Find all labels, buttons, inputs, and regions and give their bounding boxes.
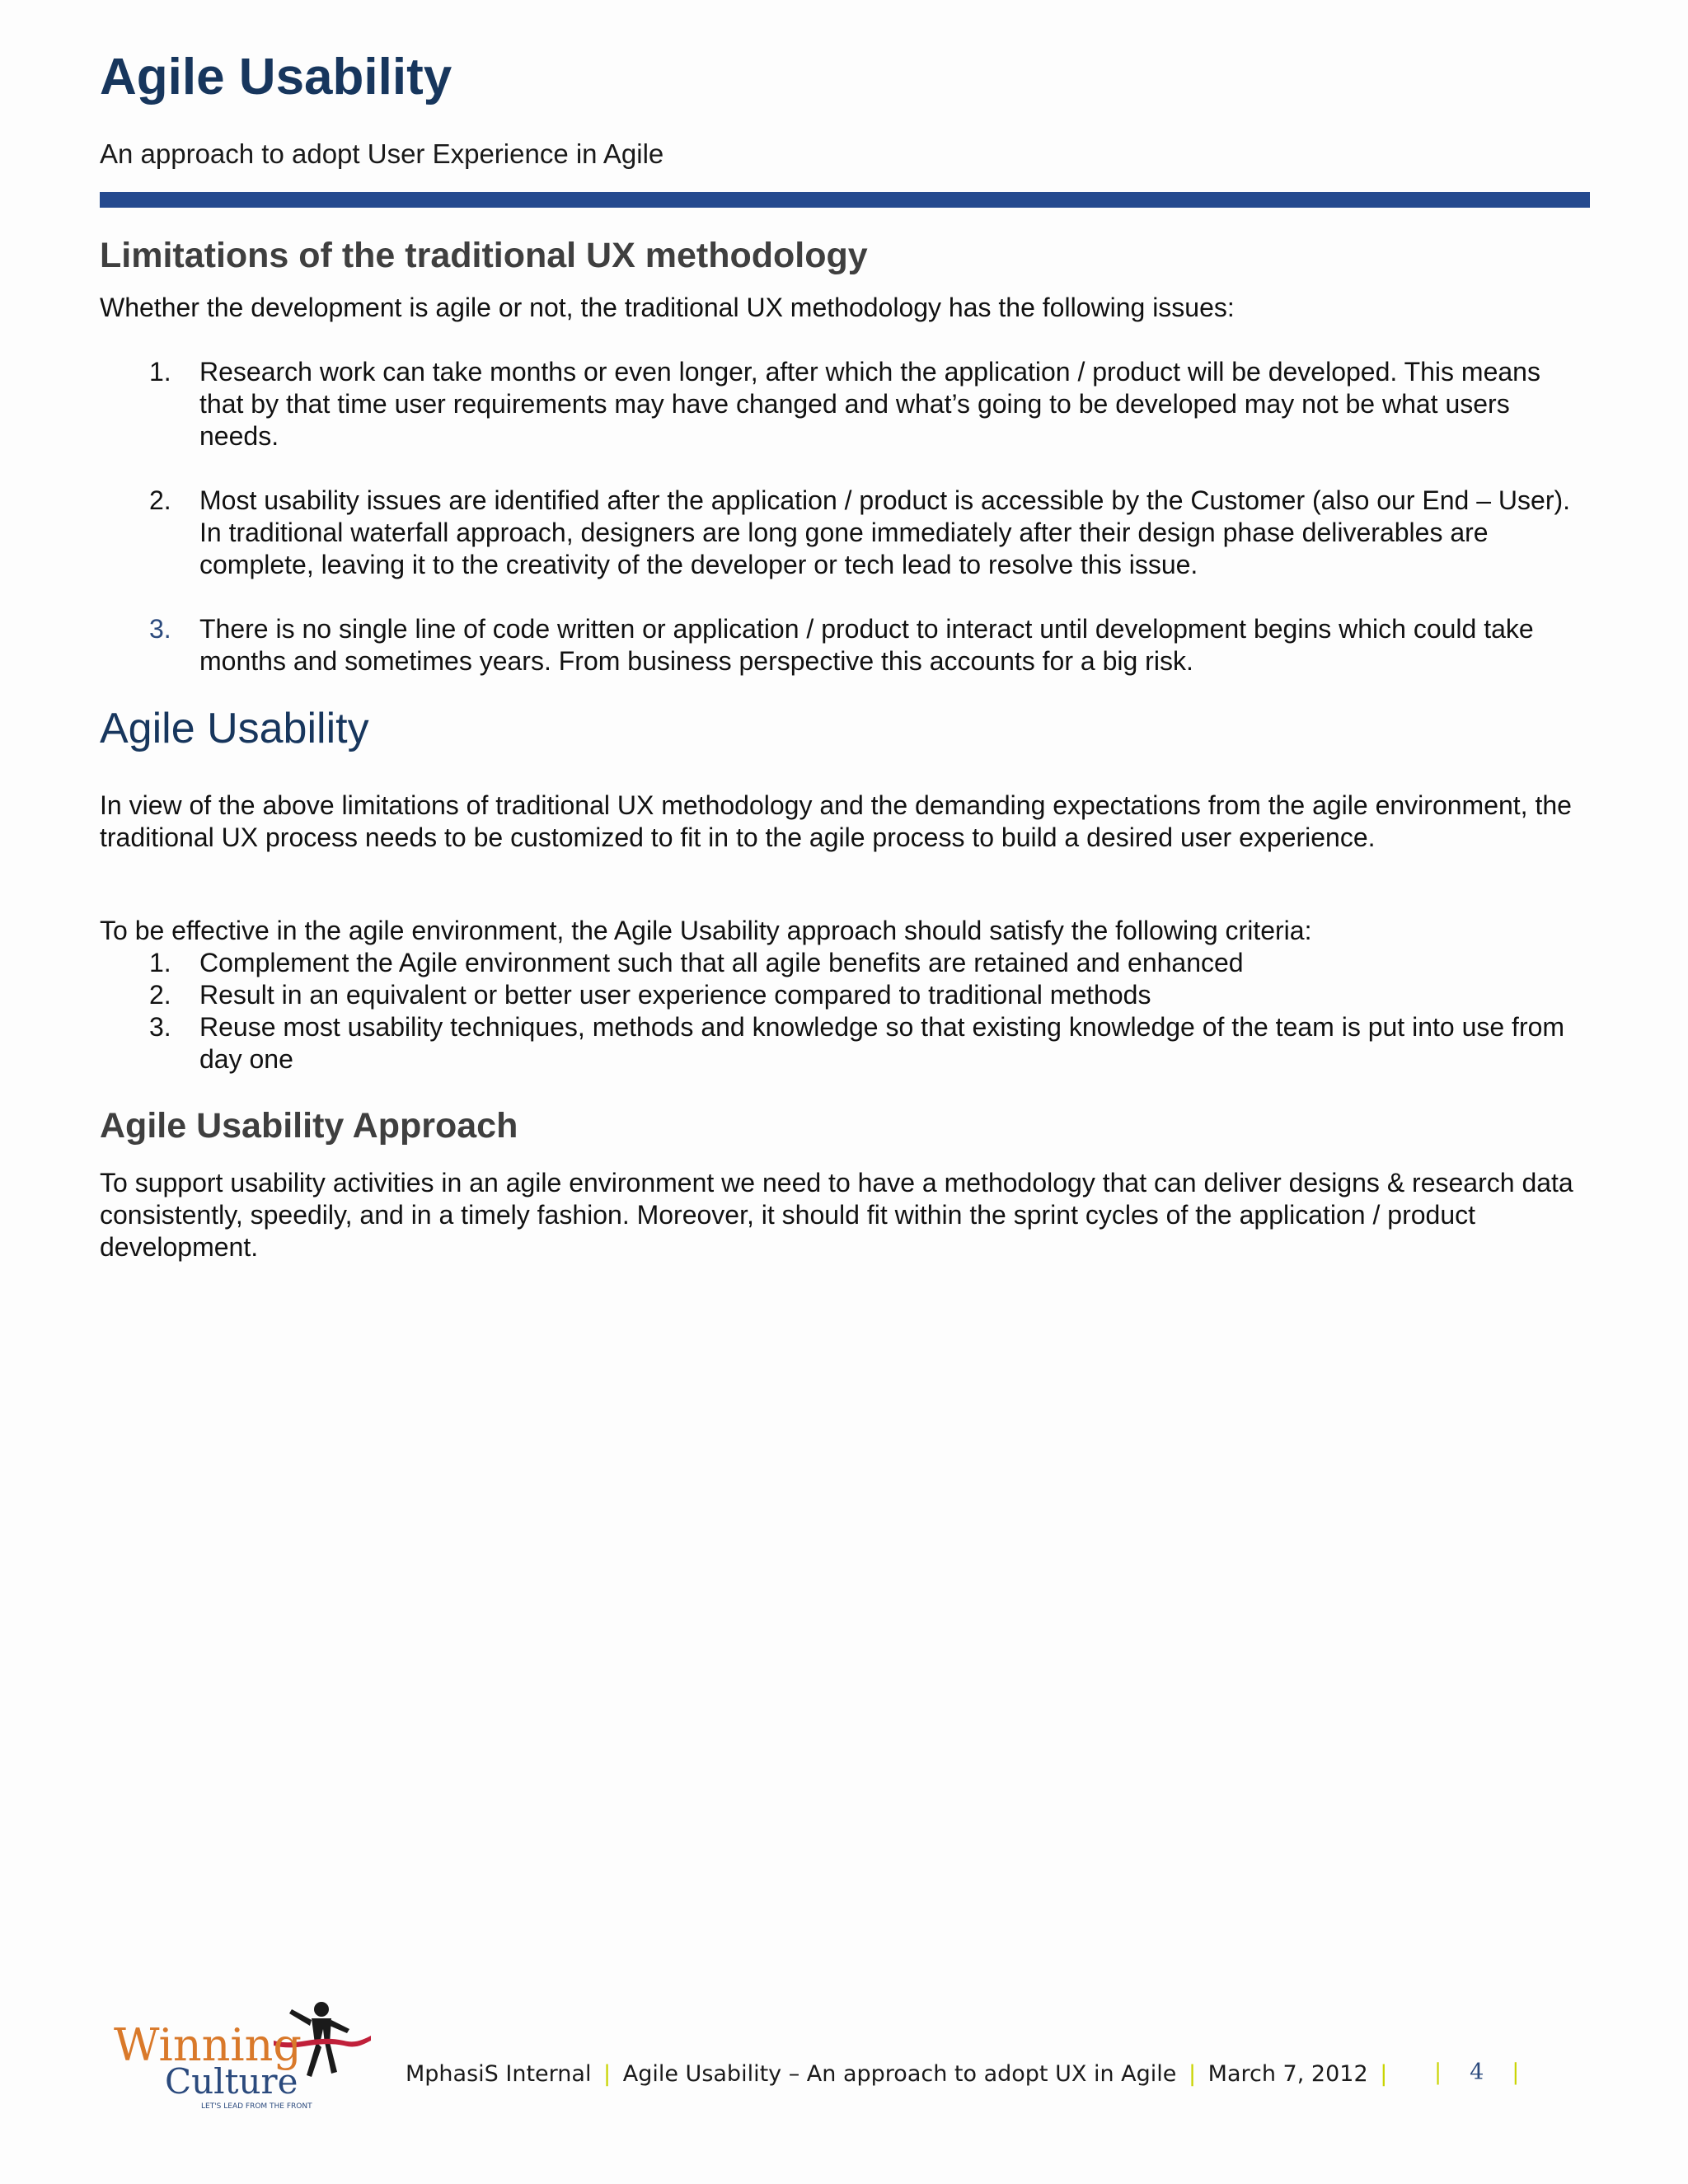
page-footer bbox=[0, 1978, 1688, 2143]
agile-usability-criteria-intro: To be effective in the agile environment, the Agile Usability approach should satisfy the following criteria: bbox=[100, 916, 1312, 945]
footer-separator: | bbox=[1434, 2060, 1442, 2085]
list-item bbox=[100, 1011, 1592, 1076]
footer-info bbox=[406, 2061, 1392, 2087]
document-subtitle: An approach to adopt User Experience in Agile bbox=[100, 138, 664, 169]
list-item-text: Result in an equivalent or better user experience compared to traditional methods bbox=[199, 980, 1151, 1010]
svg-text:Winning: Winning bbox=[114, 2019, 302, 2071]
agile-usability-heading: Agile Usability bbox=[100, 705, 369, 752]
approach-paragraph: To support usability activities in an agile environment we need to have a methodology that can deliver designs & research data consistently, speedily, and in a timely fashion. Moreover, it should fit within the sprint cycles of the application / product development. bbox=[100, 1168, 1573, 1262]
limitations-list bbox=[100, 356, 1592, 710]
limitations-intro: Whether the development is agile or not, the traditional UX methodology has the following issues: bbox=[100, 293, 1235, 322]
list-item-number: 2. bbox=[149, 980, 171, 1010]
title-divider bbox=[100, 192, 1590, 208]
list-item bbox=[100, 485, 1592, 581]
list-item-number: 2. bbox=[149, 485, 171, 515]
limitations-heading: Limitations of the traditional UX methodology bbox=[100, 236, 868, 275]
footer-org: MphasiS Internal bbox=[406, 2061, 592, 2087]
list-item-text: Complement the Agile environment such that all agile benefits are retained and enhanced bbox=[199, 948, 1244, 977]
page-number-block bbox=[1429, 2060, 1524, 2085]
svg-text:Culture: Culture bbox=[165, 2061, 298, 2102]
list-item-number: 1. bbox=[149, 948, 171, 977]
footer-date: March 7, 2012 bbox=[1207, 2061, 1368, 2087]
svg-text:LET'S LEAD FROM THE FRONT: LET'S LEAD FROM THE FRONT bbox=[201, 2102, 312, 2111]
list-item bbox=[100, 979, 1592, 1011]
list-item-text: Research work can take months or even longer, after which the application / product will be developed. This means that by that time user requirements may have changed and what’s going to be developed may not be what users needs. bbox=[199, 357, 1540, 451]
criteria-list bbox=[100, 947, 1592, 1076]
document-title: Agile Usability bbox=[100, 49, 452, 105]
list-item-text: There is no single line of code written or application / product to interact until development begins which could take months and sometimes years. From business perspective this accounts for a big risk. bbox=[199, 614, 1534, 676]
page-number: 4 bbox=[1470, 2060, 1484, 2085]
agile-usability-paragraph: In view of the above limitations of traditional UX methodology and the demanding expectations from the agile environment, the traditional UX process needs to be customized to fit in to the agile process to build a desired user experience. bbox=[100, 790, 1572, 852]
approach-heading: Agile Usability Approach bbox=[100, 1106, 518, 1146]
footer-separator: | bbox=[603, 2061, 612, 2087]
list-item-text: Reuse most usability techniques, methods and knowledge so that existing knowledge of the team is put into use from day one bbox=[199, 1012, 1565, 1074]
list-item-number: 1. bbox=[149, 357, 171, 387]
winning-culture-logo bbox=[109, 1993, 381, 2116]
list-item-number: 3. bbox=[149, 614, 171, 644]
footer-doc-title: Agile Usability – An approach to adopt UX in Agile bbox=[622, 2061, 1177, 2087]
list-item bbox=[100, 613, 1592, 677]
list-item-text: Most usability issues are identified after the application / product is accessible by the Customer (also our End – User). In traditional waterfall approach, designers are long gone immediately after their design phase deliverables are complete, leaving it to the creativity of the developer or tech lead to resolve this issue. bbox=[199, 485, 1571, 579]
list-item-number: 3. bbox=[149, 1012, 171, 1042]
footer-separator: | bbox=[1188, 2061, 1197, 2087]
list-item bbox=[100, 947, 1592, 979]
list-item bbox=[100, 356, 1592, 452]
footer-separator: | bbox=[1512, 2060, 1520, 2085]
footer-separator: | bbox=[1380, 2061, 1388, 2087]
